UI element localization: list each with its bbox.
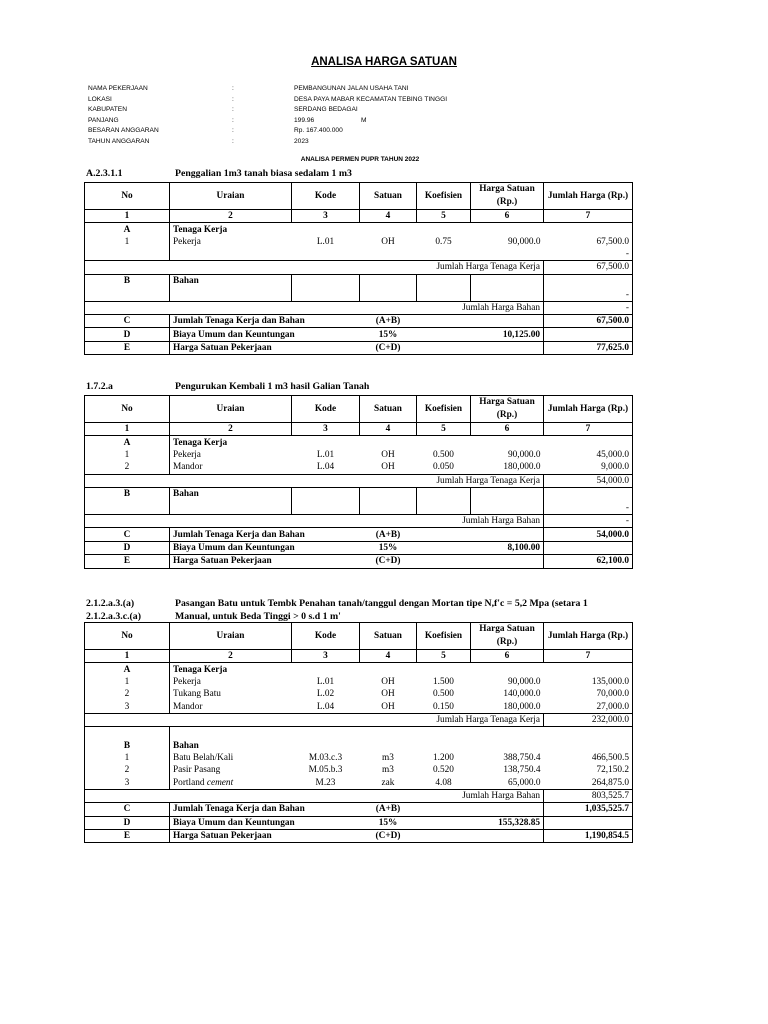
- summary-formula: (A+B): [360, 528, 417, 541]
- summary-label: Jumlah Tenaga Kerja dan Bahan: [170, 803, 360, 816]
- info-value: DESA PAYA MABAR KECAMATAN TEBING TINGGI: [294, 95, 448, 103]
- col-num: 7: [544, 423, 633, 436]
- row-kode: M.05.b.3: [308, 765, 343, 776]
- col-jumlah-harga: Jumlah Harga (Rp.): [544, 183, 633, 210]
- summary-code: D: [85, 816, 170, 829]
- subtotal-label: Jumlah Harga Tenaga Kerja: [85, 474, 544, 487]
- table-row: [85, 461, 633, 474]
- col-num: 2: [170, 210, 292, 223]
- summary-code: E: [85, 555, 170, 568]
- col-koefisien: Koefisien: [417, 396, 471, 423]
- table-row: [85, 764, 633, 776]
- material-name: Batu Belah/Kali: [173, 752, 234, 763]
- row-name: Pekerja: [170, 449, 292, 461]
- row-harga: 388,750.4: [503, 752, 541, 763]
- info-label: KABUPATEN: [88, 106, 127, 113]
- subtotal-row: [85, 301, 633, 314]
- row-no: 2: [85, 764, 170, 776]
- group-label: Bahan: [170, 739, 292, 751]
- row-jumlah: 9,000.0: [544, 461, 633, 474]
- row-no: 1: [85, 236, 170, 248]
- section-code: 2.1.2.a.3.(a): [86, 598, 135, 609]
- row-harga: 90,000.0: [507, 236, 541, 247]
- subtotal-label: Jumlah Harga Tenaga Kerja: [85, 261, 544, 274]
- info-value: SERDANG BEDAGAI: [294, 106, 358, 113]
- row-satuan: OH: [360, 461, 417, 474]
- info-unit: M: [361, 116, 367, 124]
- section-title: Pasangan Batu untuk Tembk Penahan tanah/tanggul dengan Mortan tipe N,f'c = 5,2 Mpa (setara 1: [175, 598, 588, 609]
- summary-code: C: [85, 803, 170, 816]
- col-harga-satuan: Harga Satuan (Rp.): [471, 183, 544, 210]
- col-num: 5: [417, 210, 471, 223]
- group-row-labor: [85, 436, 633, 449]
- col-harga-satuan: Harga Satuan (Rp.): [471, 396, 544, 423]
- row-jumlah: 264,875.0: [544, 777, 633, 790]
- col-kode: Kode: [292, 183, 360, 210]
- row-koefisien: 0.500: [433, 449, 454, 460]
- summary-row: [85, 341, 633, 354]
- table-row: [85, 236, 633, 248]
- col-num: 4: [360, 650, 417, 663]
- col-satuan: Satuan: [360, 183, 417, 210]
- row-koefisien: 0.500: [433, 689, 454, 700]
- info-separators: [232, 84, 234, 147]
- col-num: 4: [360, 210, 417, 223]
- summary-label: Biaya Umum dan Keuntungan: [170, 328, 360, 341]
- subtotal-label: Jumlah Harga Bahan: [85, 789, 544, 802]
- section-code: A.2.3.1.1: [86, 168, 123, 179]
- col-num: 5: [417, 650, 471, 663]
- subtotal-value: 67,500.0: [544, 261, 633, 274]
- row-jumlah: 70,000.0: [544, 688, 633, 700]
- group-code: A: [85, 223, 170, 236]
- info-label: NAMA PEKERJAAN: [88, 85, 148, 92]
- subtotal-row: [85, 789, 633, 802]
- summary-formula: (C+D): [360, 555, 417, 568]
- row-name: Mandor: [170, 461, 292, 474]
- row-name: [170, 777, 292, 790]
- col-koefisien: Koefisien: [417, 183, 471, 210]
- summary-formula: (C+D): [360, 341, 417, 354]
- summary-mid: [417, 555, 544, 568]
- info-value: 2023: [294, 137, 309, 145]
- col-jumlah-harga: Jumlah Harga (Rp.): [544, 623, 633, 650]
- row-jumlah: 135,000.0: [544, 676, 633, 688]
- row-name: Mandor: [170, 701, 292, 714]
- subtotal-label: Jumlah Harga Bahan: [85, 301, 544, 314]
- section-title-2: Manual, untuk Beda Tinggi > 0 s.d 1 m': [175, 611, 341, 622]
- summary-label: Harga Satuan Pekerjaan: [170, 830, 360, 843]
- col-num: 2: [170, 423, 292, 436]
- row-koefisien: 0.150: [417, 701, 471, 714]
- column-numbers: [85, 210, 633, 223]
- summary-mid: [417, 830, 544, 843]
- subtotal-row: [85, 713, 633, 726]
- dash-cell: -: [544, 274, 633, 301]
- col-kode: Kode: [292, 396, 360, 423]
- row-satuan: OH: [381, 449, 395, 460]
- info-label: PANJANG: [88, 116, 119, 124]
- row-harga: 180,000.0: [471, 701, 544, 714]
- material-name: Pasir Pasang: [173, 765, 221, 776]
- summary-code: D: [85, 541, 170, 554]
- summary-value: [544, 328, 633, 341]
- summary-value: 54,000.0: [544, 528, 633, 541]
- summary-value: 1,035,525.7: [544, 803, 633, 816]
- info-sep: :: [232, 95, 234, 103]
- summary-mid: [417, 803, 544, 816]
- summary-value: 77,625.0: [544, 341, 633, 354]
- subtotal-row: [85, 474, 633, 487]
- summary-label: Harga Satuan Pekerjaan: [170, 555, 360, 568]
- section-code-2: 2.1.2.a.3.c.(a): [86, 611, 141, 622]
- col-kode: Kode: [292, 623, 360, 650]
- row-koefisien: 1.200: [433, 752, 454, 763]
- col-satuan: Satuan: [360, 623, 417, 650]
- row-harga: 140,000.0: [503, 689, 541, 700]
- col-num: 7: [544, 650, 633, 663]
- column-numbers: [85, 423, 633, 436]
- row-jumlah: 72,150.2: [544, 764, 633, 776]
- group-row-labor: [85, 663, 633, 676]
- row-harga: 65,000.0: [471, 777, 544, 790]
- group-row-labor: [85, 223, 633, 236]
- summary-value: [544, 816, 633, 829]
- row-satuan: OH: [360, 701, 417, 714]
- summary-code: C: [85, 528, 170, 541]
- group-code: A: [85, 663, 170, 676]
- summary-code: E: [85, 830, 170, 843]
- summary-value: 67,500.0: [544, 314, 633, 327]
- col-uraian: Uraian: [170, 183, 292, 210]
- summary-code: E: [85, 341, 170, 354]
- row-name: [170, 764, 292, 776]
- row-name: [170, 752, 292, 764]
- page-title: ANALISA HARGA SATUAN: [311, 56, 457, 68]
- row-harga: 90,000.0: [507, 449, 541, 460]
- col-no: No: [85, 183, 170, 210]
- col-num: 6: [471, 210, 544, 223]
- section-code: 1.7.2.a: [86, 381, 113, 392]
- row-harga: 138,750.4: [503, 765, 541, 776]
- row-harga: 90,000.0: [507, 676, 541, 687]
- table-row: [85, 688, 633, 700]
- col-num: 1: [85, 210, 170, 223]
- info-values: [294, 84, 447, 147]
- row-satuan: m3: [382, 765, 394, 776]
- section-title: Penggalian 1m3 tanah biasa sedalam 1 m3: [175, 168, 352, 179]
- summary-formula: 15%: [360, 328, 417, 341]
- subtotal-value: -: [544, 514, 633, 527]
- row-kode: L.01: [316, 236, 335, 247]
- summary-row: [85, 541, 633, 554]
- row-no: 1: [85, 752, 170, 764]
- analysis-subtitle: ANALISA PERMEN PUPR TAHUN 2022: [300, 156, 420, 163]
- group-code: B: [85, 487, 170, 514]
- summary-label: Jumlah Tenaga Kerja dan Bahan: [170, 314, 360, 327]
- row-kode: L.02: [316, 689, 335, 700]
- info-label: LOKASI: [88, 95, 112, 103]
- material-name: Portland: [173, 777, 205, 788]
- summary-row: [85, 328, 633, 341]
- table-header: [85, 623, 633, 650]
- row-satuan: OH: [381, 236, 395, 247]
- summary-code: D: [85, 328, 170, 341]
- summary-row: [85, 803, 633, 816]
- col-num: 1: [85, 423, 170, 436]
- summary-mid: [417, 341, 544, 354]
- info-value: Rp. 167.400.000: [294, 127, 343, 134]
- summary-formula: 15%: [360, 816, 417, 829]
- summary-value: [544, 541, 633, 554]
- row-satuan: m3: [382, 752, 394, 763]
- row-name: Pekerja: [170, 236, 292, 248]
- row-name: Tukang Batu: [170, 688, 292, 700]
- summary-label: Biaya Umum dan Keuntungan: [170, 541, 360, 554]
- table-row-blank: [85, 727, 633, 740]
- group-code: B: [85, 274, 170, 301]
- group-label: Bahan: [170, 274, 292, 301]
- group-label: Tenaga Kerja: [170, 223, 292, 236]
- col-num: 1: [85, 650, 170, 663]
- subtotal-value: 54,000.0: [544, 474, 633, 487]
- summary-label: Harga Satuan Pekerjaan: [170, 341, 360, 354]
- row-no: 2: [85, 688, 170, 700]
- summary-formula: (C+D): [360, 830, 417, 843]
- col-koefisien: Koefisien: [417, 623, 471, 650]
- row-satuan: OH: [381, 676, 395, 687]
- table-row: [85, 701, 633, 714]
- section-title: Pengurukan Kembali 1 m3 hasil Galian Tanah: [175, 381, 370, 392]
- col-harga-satuan: Harga Satuan (Rp.): [471, 623, 544, 650]
- row-kode: M.03.c.3: [308, 752, 343, 763]
- dash-cell: -: [544, 248, 633, 261]
- row-koefisien: 1.500: [433, 676, 454, 687]
- col-uraian: Uraian: [170, 623, 292, 650]
- col-uraian: Uraian: [170, 396, 292, 423]
- dash-cell: -: [544, 487, 633, 514]
- row-kode: L.04: [292, 701, 360, 714]
- info-label: BESARAN ANGGARAN: [88, 127, 159, 134]
- summary-mid: [417, 528, 544, 541]
- row-jumlah: 27,000.0: [544, 701, 633, 714]
- summary-mid: 155,328.85: [417, 816, 544, 829]
- summary-value: 1,190,854.5: [544, 830, 633, 843]
- info-sep: :: [232, 106, 234, 113]
- analysis-table: [84, 395, 633, 569]
- group-row-material: [85, 487, 633, 514]
- row-satuan: OH: [381, 689, 395, 700]
- table-row: [85, 752, 633, 764]
- row-kode: L.01: [316, 449, 335, 460]
- info-sep: :: [232, 116, 234, 124]
- subtotal-label: Jumlah Harga Bahan: [85, 514, 544, 527]
- col-num: 3: [292, 650, 360, 663]
- subtotal-value: -: [544, 301, 633, 314]
- group-label: Tenaga Kerja: [170, 436, 292, 449]
- info-value: PEMBANGUNAN JALAN USAHA TANI: [294, 85, 409, 92]
- summary-formula: (A+B): [360, 803, 417, 816]
- subtotal-row: [85, 514, 633, 527]
- col-num: 2: [170, 650, 292, 663]
- summary-row: [85, 830, 633, 843]
- info-labels: [88, 84, 159, 147]
- row-jumlah: 466,500.5: [544, 752, 633, 764]
- row-no: 3: [85, 701, 170, 714]
- col-satuan: Satuan: [360, 396, 417, 423]
- row-no: 1: [85, 449, 170, 461]
- row-koefisien: 0.75: [435, 236, 452, 247]
- group-code: A: [85, 436, 170, 449]
- row-jumlah: 67,500.0: [544, 236, 633, 248]
- summary-formula: 15%: [360, 541, 417, 554]
- subtotal-row: [85, 261, 633, 274]
- subtotal-label: Jumlah Harga Tenaga Kerja: [85, 713, 544, 726]
- group-row-material: [85, 274, 633, 301]
- info-sep: :: [232, 127, 234, 134]
- analysis-table: [84, 622, 633, 843]
- summary-value: 62,100.0: [544, 555, 633, 568]
- info-sep: :: [232, 85, 234, 92]
- row-no: 1: [85, 676, 170, 688]
- group-label: Tenaga Kerja: [170, 663, 292, 676]
- summary-row: [85, 314, 633, 327]
- col-no: No: [85, 396, 170, 423]
- row-kode: L.01: [316, 676, 335, 687]
- col-num: 3: [292, 423, 360, 436]
- summary-code: C: [85, 314, 170, 327]
- summary-label: Biaya Umum dan Keuntungan: [170, 816, 360, 829]
- col-num: 4: [360, 423, 417, 436]
- summary-mid: 10,125.00: [417, 328, 544, 341]
- table-row: [85, 449, 633, 461]
- col-num: 5: [417, 423, 471, 436]
- row-kode: L.04: [292, 461, 360, 474]
- info-sep: :: [232, 137, 234, 145]
- table-row: [85, 676, 633, 688]
- group-row-material: [85, 739, 633, 751]
- table-header: [85, 183, 633, 210]
- col-no: No: [85, 623, 170, 650]
- table-row-blank: [85, 248, 633, 261]
- summary-row: [85, 528, 633, 541]
- info-label: TAHUN ANGGARAN: [88, 137, 150, 145]
- group-code: B: [85, 739, 170, 751]
- row-jumlah: 45,000.0: [544, 449, 633, 461]
- row-koefisien: 4.08: [417, 777, 471, 790]
- subtotal-value: 803,525.7: [544, 789, 633, 802]
- col-jumlah-harga: Jumlah Harga (Rp.): [544, 396, 633, 423]
- row-harga: 180,000.0: [471, 461, 544, 474]
- summary-row: [85, 555, 633, 568]
- table-row: [85, 777, 633, 790]
- row-no: 2: [85, 461, 170, 474]
- row-satuan: zak: [360, 777, 417, 790]
- row-kode: M.23: [292, 777, 360, 790]
- summary-row: [85, 816, 633, 829]
- table-header: [85, 396, 633, 423]
- column-numbers: [85, 650, 633, 663]
- analysis-table: [84, 182, 633, 355]
- summary-formula: (A+B): [360, 314, 417, 327]
- row-koefisien: 0.520: [433, 765, 454, 776]
- summary-mid: 8,100.00: [417, 541, 544, 554]
- summary-label: Jumlah Tenaga Kerja dan Bahan: [170, 528, 360, 541]
- col-num: 6: [471, 423, 544, 436]
- info-value: 199.96: [294, 116, 315, 124]
- col-num: 7: [544, 210, 633, 223]
- group-label: Bahan: [170, 487, 292, 514]
- col-num: 3: [292, 210, 360, 223]
- col-num: 6: [471, 650, 544, 663]
- subtotal-value: 232,000.0: [544, 713, 633, 726]
- summary-mid: [417, 314, 544, 327]
- material-name-italic: cement: [206, 777, 234, 788]
- row-name: Pekerja: [170, 676, 292, 688]
- row-koefisien: 0.050: [417, 461, 471, 474]
- row-no: 3: [85, 777, 170, 790]
